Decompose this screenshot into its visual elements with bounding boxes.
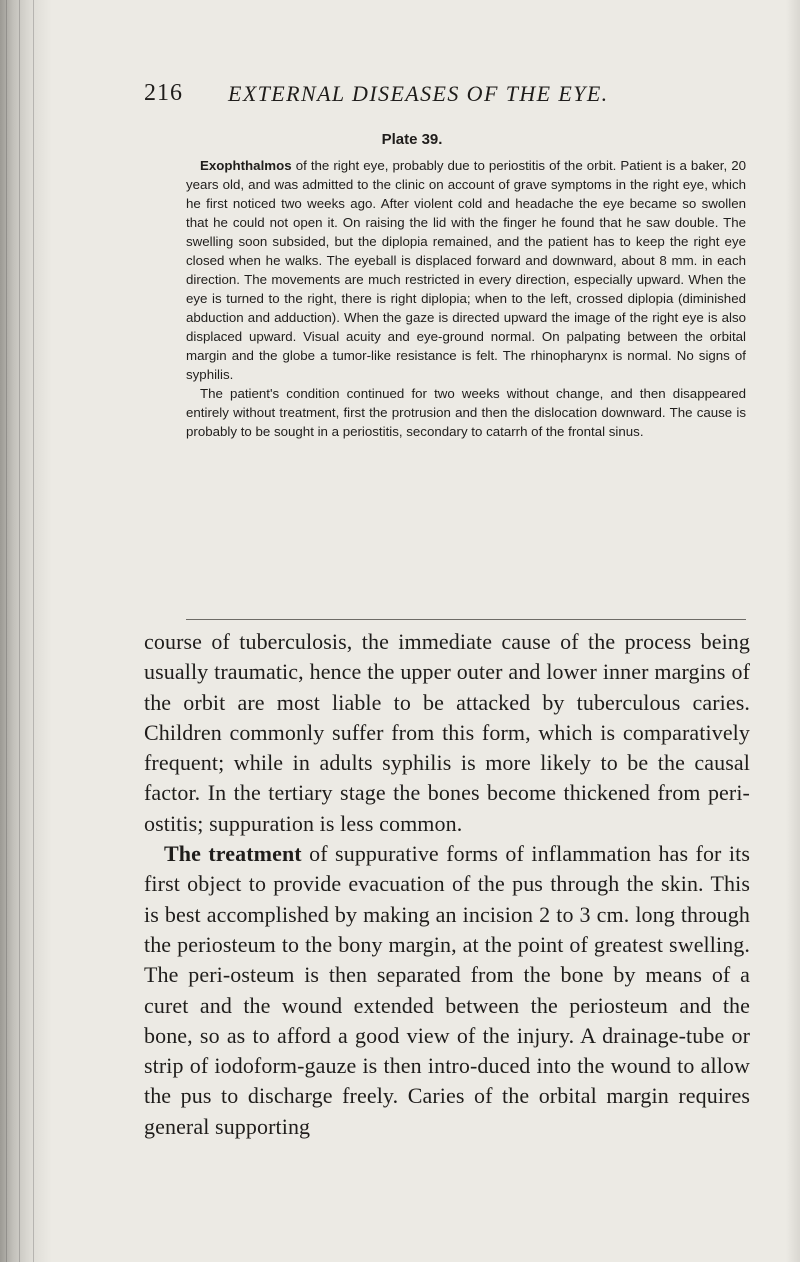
binding-shadow	[0, 0, 52, 1262]
plate-caption-lead: Exophthalmos	[200, 158, 292, 173]
page-number: 216	[144, 80, 183, 106]
body-paragraph-text: of suppurative forms of inflammation has for its first object to provide evacuation of the pus through the skin. This is best accomplished by making an incision 2 to 3 cm. long through the periosteum to the bony margin, at the point of greatest swelling. The peri-osteum is then separated from the bone by means of a curet and the wound extended between the periosteum and the bone, so as to afford a good view of the injury. A drainage-tube or strip of iodoform-gauze is then intro-duced into the wound to allow the pus to discharge freely. Caries of the orbital margin requires general supporting	[144, 841, 750, 1139]
running-head-title: EXTERNAL DISEASES OF THE EYE.	[228, 81, 609, 106]
plate-title: Plate 39.	[381, 131, 443, 148]
plate-caption-text: of the right eye, probably due to periostitis of the orbit. Patient is a baker, 20 years old, and was admitted to the clinic on account of grave symptoms in the right eye, which he first noticed two weeks ago. After violent cold and headache the eye became so swollen that he could not open it. On raising the lid with the finger he found that he saw double. The swelling soon subsided, but the diplopia remained, and the patient has to keep the right eye closed when he walks. The eyeball is displaced forward and downward, about 8 mm. in each direction. The movements are much restricted in every direction, especially upward. When the eye is turned to the right, there is right diplopia; when to the left, crossed diplopia (diminished abduction and adduction). When the gaze is directed upward the image of the right eye is also displaced upward. Visual acuity and eye-ground normal. On palpating between the orbital margin and the globe a tumor-like resistance is felt. The rhinopharynx is normal. No signs of syphilis.	[186, 158, 746, 382]
body-paragraph-lead: The treatment	[164, 841, 302, 867]
running-head	[144, 80, 744, 112]
page-edge	[786, 0, 800, 1262]
plate-caption-paragraph	[186, 156, 746, 384]
body-text	[144, 627, 750, 1142]
caption-divider	[186, 619, 746, 620]
binding-line	[6, 0, 7, 1262]
binding-line	[19, 0, 20, 1262]
binding-line	[33, 0, 34, 1262]
plate-caption	[186, 156, 746, 441]
plate-caption-paragraph: The patient's condition continued for two weeks without change, and then disappeared entirely without treatment, first the protrusion and then the dislocation downward. The cause is probably to be sought in a periostitis, secondary to catarrh of the frontal sinus.	[186, 386, 746, 439]
body-paragraph: course of tuberculosis, the immediate cause of the process being usually traumatic, hence the upper outer and lower inner margins of the orbit are most liable to be attacked by tuberculous caries. Children commonly suffer from this form, which is comparatively frequent; while in adults syphilis is more likely to be the causal factor. In the tertiary stage the bones become thickened from peri-ostitis; suppuration is less common.	[144, 629, 750, 836]
body-paragraph	[144, 839, 750, 1142]
